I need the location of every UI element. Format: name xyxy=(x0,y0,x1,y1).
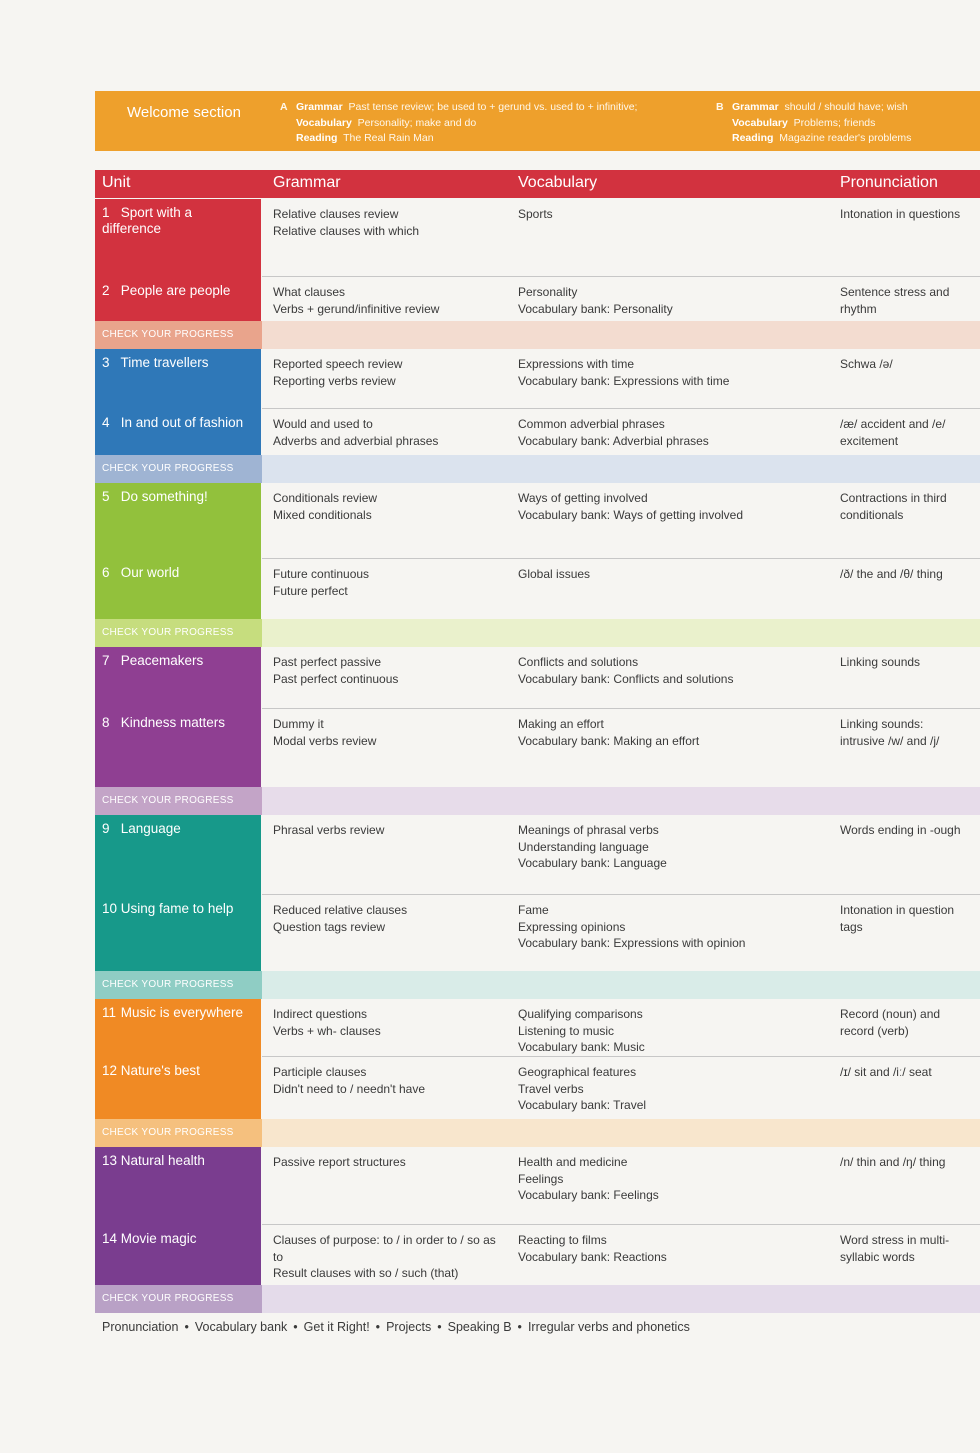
part-b-vocabulary: Problems; friends xyxy=(793,116,876,129)
vocabulary-cell xyxy=(518,1006,828,1056)
vocabulary-cell xyxy=(518,1154,828,1204)
pronunciation-line: /ð/ the and /θ/ thing xyxy=(840,567,943,581)
vocabulary-cell xyxy=(518,1232,828,1265)
pronunciation-line: /æ/ accident and /e/ excitement xyxy=(840,417,946,448)
unit-title: Kindness matters xyxy=(117,715,226,730)
vocabulary-line: Reacting to films xyxy=(518,1233,607,1247)
table-row xyxy=(0,709,980,787)
pronunciation-line: Linking sounds xyxy=(840,655,921,669)
vocabulary-line: Vocabulary bank: Expressions with opinion xyxy=(518,936,746,950)
vocabulary-line: Vocabulary bank: Making an effort xyxy=(518,733,700,748)
table-row xyxy=(0,483,980,559)
unit-number: 9 xyxy=(102,821,110,836)
table-row xyxy=(0,409,980,455)
grammar-line: Result clauses with so / such (that) xyxy=(273,1266,459,1280)
pronunciation-cell xyxy=(840,206,970,223)
unit-title: Natural health xyxy=(117,1153,205,1168)
unit-number: 5 xyxy=(102,489,110,504)
grammar-line: Future perfect xyxy=(273,583,348,598)
vocabulary-line: Conflicts and solutions xyxy=(518,655,639,669)
pronunciation-line: /n/ thin and /ŋ/ thing xyxy=(840,1155,946,1169)
check-progress-band xyxy=(95,455,980,483)
vocabulary-cell xyxy=(518,716,828,749)
grammar-line: Verbs + gerund/infinitive review xyxy=(273,301,440,316)
grammar-cell xyxy=(273,1064,508,1097)
vocabulary-line: Common adverbial phrases xyxy=(518,417,665,431)
vocabulary-cell xyxy=(518,654,828,687)
unit-cell xyxy=(95,999,261,1057)
welcome-part-b xyxy=(716,100,911,147)
unit-title: Language xyxy=(117,821,181,836)
vocabulary-line: Expressions with time xyxy=(518,357,635,371)
check-progress-label: CHECK YOUR PROGRESS xyxy=(95,455,262,483)
grammar-line: Indirect questions xyxy=(273,1007,368,1021)
pronunciation-line: Word stress in multi-syllabic words xyxy=(840,1233,950,1264)
vocabulary-cell xyxy=(518,284,828,317)
vocabulary-cell xyxy=(518,1064,828,1114)
vocabulary-line: Geographical features xyxy=(518,1065,637,1079)
vocabulary-line: Vocabulary bank: Personality xyxy=(518,301,673,316)
check-progress-label: CHECK YOUR PROGRESS xyxy=(95,971,262,999)
check-progress-label: CHECK YOUR PROGRESS xyxy=(95,1119,262,1147)
table-row xyxy=(0,1225,980,1285)
pronunciation-cell xyxy=(840,416,970,449)
pronunciation-line: Sentence stress and rhythm xyxy=(840,285,950,316)
part-a-reading: The Real Rain Man xyxy=(343,132,434,144)
check-progress-band xyxy=(95,1285,980,1313)
check-progress-band xyxy=(95,787,980,815)
pronunciation-line: Schwa /ə/ xyxy=(840,357,893,371)
vocabulary-cell xyxy=(518,902,828,952)
grammar-cell xyxy=(273,490,508,523)
footer-item: Projects xyxy=(386,1320,432,1334)
bullet-separator: • xyxy=(437,1320,442,1334)
vocabulary-cell xyxy=(518,416,828,449)
part-a-reading-label: Reading xyxy=(296,132,338,144)
unit-cell xyxy=(95,277,261,321)
table-row xyxy=(0,1147,980,1225)
table-row xyxy=(0,1057,980,1119)
grammar-line: Relative clauses review xyxy=(273,207,399,221)
vocabulary-line: Feelings xyxy=(518,1171,564,1186)
table-row xyxy=(0,277,980,321)
vocabulary-cell xyxy=(518,490,828,523)
table-row xyxy=(0,895,980,971)
vocabulary-cell xyxy=(518,206,828,223)
table-header xyxy=(95,170,980,198)
pronunciation-line: Contractions in third conditionals xyxy=(840,491,947,522)
footer-item: Pronunciation xyxy=(102,1320,179,1334)
pronunciation-line: Linking sounds: intrusive /w/ and /j/ xyxy=(840,717,940,748)
unit-title: In and out of fashion xyxy=(117,415,244,430)
check-progress-label: CHECK YOUR PROGRESS xyxy=(95,321,262,349)
unit-title: Time travellers xyxy=(117,355,209,370)
vocabulary-line: Understanding language xyxy=(518,839,649,854)
part-b-grammar: should / should have; wish xyxy=(784,101,908,113)
unit-cell xyxy=(95,199,261,277)
grammar-line: Relative clauses with which xyxy=(273,223,420,238)
grammar-line: Verbs + wh- clauses xyxy=(273,1023,381,1038)
table-row xyxy=(0,647,980,709)
unit-number: 14 xyxy=(102,1231,118,1246)
unit-number: 8 xyxy=(102,715,110,730)
grammar-line: Past perfect continuous xyxy=(273,671,399,686)
grammar-line: Passive report structures xyxy=(273,1155,406,1169)
grammar-line: Adverbs and adverbial phrases xyxy=(273,433,439,448)
part-a-vocabulary: Personality; make and do xyxy=(357,116,477,129)
pronunciation-line: Intonation in question tags xyxy=(840,903,955,934)
grammar-cell xyxy=(273,1006,508,1039)
grammar-cell xyxy=(273,902,508,935)
unit-number: 11 xyxy=(102,1005,117,1020)
pronunciation-cell xyxy=(840,654,970,671)
vocabulary-cell xyxy=(518,356,828,389)
pronunciation-cell xyxy=(840,356,970,373)
vocabulary-line: Vocabulary bank: Conflicts and solutions xyxy=(518,671,734,686)
pronunciation-cell xyxy=(840,1064,970,1081)
vocabulary-line: Vocabulary bank: Feelings xyxy=(518,1188,659,1202)
unit-cell xyxy=(95,559,261,619)
part-b-vocabulary-label: Vocabulary xyxy=(732,116,788,129)
table-row xyxy=(0,559,980,619)
unit-title: Movie magic xyxy=(117,1231,197,1246)
unit-number: 13 xyxy=(102,1153,118,1168)
unit-number: 2 xyxy=(102,283,110,298)
unit-number: 7 xyxy=(102,653,110,668)
unit-number: 3 xyxy=(102,355,110,370)
unit-title: Using fame to help xyxy=(117,901,234,916)
vocabulary-line: Meanings of phrasal verbs xyxy=(518,823,659,837)
unit-number: 12 xyxy=(102,1063,118,1078)
grammar-cell xyxy=(273,356,508,389)
grammar-cell xyxy=(273,716,508,749)
pronunciation-line: Words ending in -ough xyxy=(840,823,961,837)
grammar-cell xyxy=(273,284,508,317)
vocabulary-line: Vocabulary bank: Adverbial phrases xyxy=(518,433,709,448)
pronunciation-cell xyxy=(840,1232,970,1265)
welcome-part-a xyxy=(280,100,637,147)
grammar-cell xyxy=(273,206,508,239)
unit-number: 6 xyxy=(102,565,110,580)
vocabulary-line: Qualifying comparisons xyxy=(518,1007,643,1021)
unit-title: Our world xyxy=(117,565,180,580)
vocabulary-line: Fame xyxy=(518,903,549,917)
unit-title: Music is everywhere xyxy=(117,1005,244,1020)
unit-cell xyxy=(95,647,261,709)
table-row xyxy=(0,349,980,409)
footer-item: Irregular verbs and phonetics xyxy=(527,1320,690,1334)
pronunciation-cell xyxy=(840,1154,970,1171)
vocabulary-cell xyxy=(518,822,828,872)
vocabulary-line: Global issues xyxy=(518,567,591,581)
unit-title: Do something! xyxy=(117,489,208,504)
grammar-line: Would and used to xyxy=(273,417,373,431)
part-b-letter: B xyxy=(716,101,724,113)
vocabulary-line: Health and medicine xyxy=(518,1155,628,1169)
unit-title: Nature's best xyxy=(117,1063,200,1078)
pronunciation-cell xyxy=(840,566,970,583)
grammar-line: Future continuous xyxy=(273,567,370,581)
pronunciation-line: Record (noun) and record (verb) xyxy=(840,1007,941,1038)
part-a-vocabulary-label: Vocabulary xyxy=(296,116,352,129)
footer-item: Speaking B xyxy=(447,1320,512,1334)
unit-title: People are people xyxy=(117,283,231,298)
unit-title: Peacemakers xyxy=(117,653,204,668)
check-progress-label: CHECK YOUR PROGRESS xyxy=(95,1285,262,1313)
grammar-line: Past perfect passive xyxy=(273,655,382,669)
vocabulary-line: Ways of getting involved xyxy=(518,491,648,505)
vocabulary-line: Vocabulary bank: Music xyxy=(518,1040,645,1054)
grammar-line: Reported speech review xyxy=(273,357,403,371)
grammar-cell xyxy=(273,654,508,687)
unit-cell xyxy=(95,349,261,409)
unit-number: 1 xyxy=(102,205,110,220)
unit-title: Sport with a difference xyxy=(102,205,193,236)
pronunciation-line: /ɪ/ sit and /iː/ seat xyxy=(840,1065,932,1079)
unit-cell xyxy=(95,815,261,895)
footer-sections xyxy=(102,1320,690,1334)
pronunciation-cell xyxy=(840,822,970,839)
check-progress-band xyxy=(95,321,980,349)
grammar-line: What clauses xyxy=(273,285,346,299)
grammar-line: Dummy it xyxy=(273,717,324,731)
vocabulary-line: Expressing opinions xyxy=(518,919,626,934)
vocabulary-line: Making an effort xyxy=(518,717,604,731)
bullet-separator: • xyxy=(375,1320,381,1334)
pronunciation-cell xyxy=(840,490,970,523)
check-progress-band xyxy=(95,619,980,647)
header-unit: Unit xyxy=(102,174,131,191)
grammar-line: Clauses of purpose: to / in order to / so as to xyxy=(273,1233,496,1264)
grammar-cell xyxy=(273,566,508,599)
bullet-separator: • xyxy=(184,1320,189,1334)
grammar-cell xyxy=(273,822,508,839)
vocabulary-line: Vocabulary bank: Language xyxy=(518,856,667,870)
grammar-line: Didn't need to / needn't have xyxy=(273,1081,426,1096)
vocabulary-line: Personality xyxy=(518,285,578,299)
vocabulary-line: Vocabulary bank: Ways of getting involved xyxy=(518,507,744,522)
grammar-line: Phrasal verbs review xyxy=(273,823,385,837)
vocabulary-line: Vocabulary bank: Expressions with time xyxy=(518,373,730,388)
welcome-banner xyxy=(95,91,980,151)
table-row xyxy=(0,999,980,1057)
footer-item: Vocabulary bank xyxy=(194,1320,288,1334)
vocabulary-cell xyxy=(518,566,828,583)
grammar-cell xyxy=(273,1154,508,1171)
table-row xyxy=(0,199,980,277)
welcome-title: Welcome section xyxy=(127,104,241,121)
header-pronunciation: Pronunciation xyxy=(840,174,938,191)
vocabulary-line: Vocabulary bank: Travel xyxy=(518,1098,647,1112)
part-b-reading: Magazine reader's problems xyxy=(779,132,912,144)
grammar-line: Reporting verbs review xyxy=(273,373,396,388)
grammar-line: Question tags review xyxy=(273,919,386,934)
check-progress-band xyxy=(95,971,980,999)
bullet-separator: • xyxy=(517,1320,522,1334)
check-progress-label: CHECK YOUR PROGRESS xyxy=(95,787,262,815)
pronunciation-cell xyxy=(840,1006,970,1039)
part-a-grammar-label: Grammar xyxy=(296,101,343,113)
unit-cell xyxy=(95,483,261,559)
vocabulary-line: Travel verbs xyxy=(518,1081,584,1096)
grammar-cell xyxy=(273,416,508,449)
pronunciation-cell xyxy=(840,716,970,749)
grammar-line: Participle clauses xyxy=(273,1065,367,1079)
check-progress-band xyxy=(95,1119,980,1147)
unit-number: 4 xyxy=(102,415,110,430)
grammar-line: Mixed conditionals xyxy=(273,507,372,522)
grammar-line: Conditionals review xyxy=(273,491,378,505)
pronunciation-cell xyxy=(840,902,970,935)
unit-cell xyxy=(95,409,261,455)
grammar-cell xyxy=(273,1232,508,1282)
footer-item: Get it Right! xyxy=(303,1320,370,1334)
part-a-letter: A xyxy=(280,101,288,113)
table-row xyxy=(0,815,980,895)
header-grammar: Grammar xyxy=(273,174,341,191)
pronunciation-cell xyxy=(840,284,970,317)
header-vocabulary: Vocabulary xyxy=(518,174,598,191)
pronunciation-line: Intonation in questions xyxy=(840,207,961,221)
part-b-reading-label: Reading xyxy=(732,132,774,144)
unit-cell xyxy=(95,1147,261,1225)
check-progress-label: CHECK YOUR PROGRESS xyxy=(95,619,262,647)
vocabulary-line: Vocabulary bank: Reactions xyxy=(518,1249,667,1264)
grammar-line: Modal verbs review xyxy=(273,733,377,748)
unit-cell xyxy=(95,709,261,787)
vocabulary-line: Listening to music xyxy=(518,1023,615,1038)
bullet-separator: • xyxy=(293,1320,298,1334)
unit-cell xyxy=(95,1057,261,1119)
part-a-grammar: Past tense review; be used to + gerund vs. used to + infinitive; xyxy=(348,101,638,113)
unit-number: 10 xyxy=(102,901,118,916)
unit-cell xyxy=(95,895,261,971)
unit-cell xyxy=(95,1225,261,1285)
part-b-grammar-label: Grammar xyxy=(732,101,779,113)
grammar-line: Reduced relative clauses xyxy=(273,903,408,917)
vocabulary-line: Sports xyxy=(518,207,553,221)
